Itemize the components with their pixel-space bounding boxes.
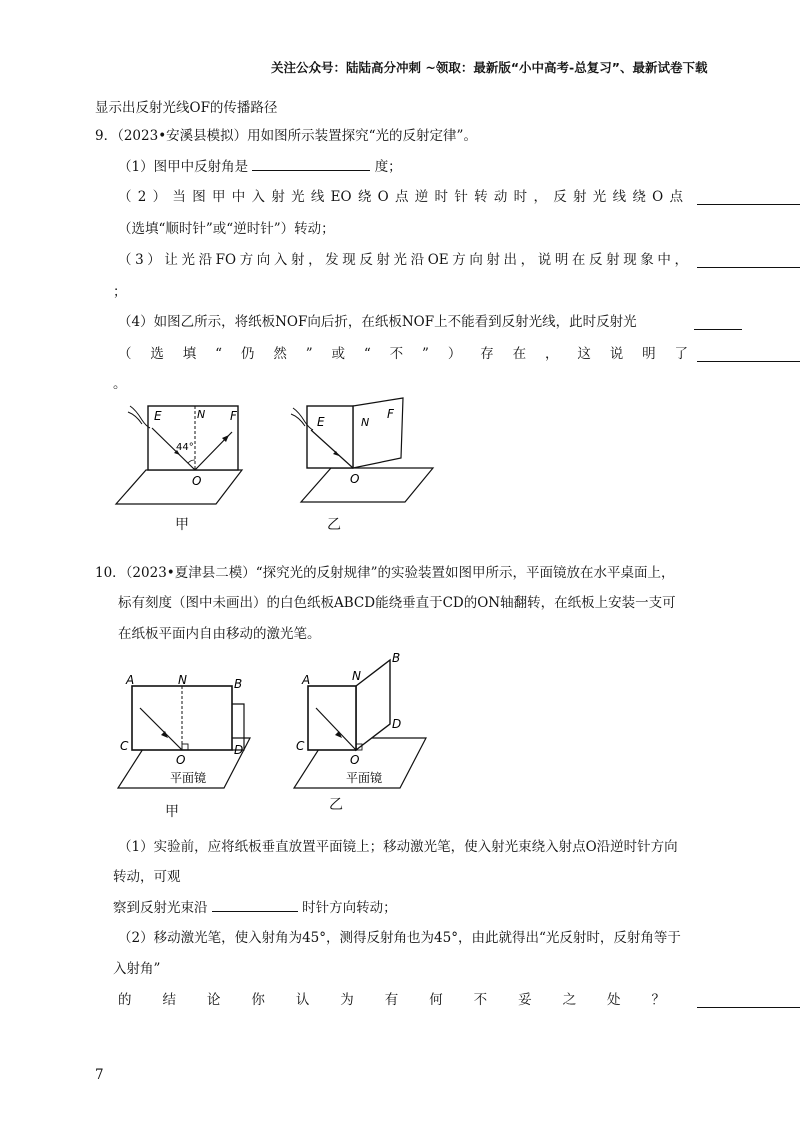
q9-part4: （4）如图乙所示，将纸板NOF向后折，在纸板NOF上不能看到反射光线，此时反射光	[118, 314, 637, 330]
label-o: O	[350, 753, 360, 767]
q9-figure-b-caption: 乙	[327, 517, 341, 533]
q9-answer-blank-4[interactable]	[694, 317, 742, 330]
q9-stem: 9．（2023•安溪县模拟）用如图所示装置探究“光的反射定律”。	[95, 128, 477, 144]
q10-part1: （1）实验前，应将纸板垂直放置平面镜上；移动激光笔，使入射光束绕入射点O沿逆时针方向	[118, 839, 678, 855]
label-b: B	[392, 651, 401, 665]
q9-figure-a	[108, 398, 258, 510]
label-f: F	[387, 407, 394, 421]
q9-figure-a-caption: 甲	[175, 517, 189, 533]
label-mirror: 平面镜	[170, 771, 207, 785]
prev-question-line: 显示出反射光线OF的传播路径	[95, 100, 278, 116]
paper-board	[307, 406, 353, 468]
q10-figure-b-caption: 乙	[329, 797, 343, 813]
label-mirror: 平面镜	[346, 771, 383, 785]
label-n: N	[352, 669, 361, 683]
q10-stem-line1: 10．（2023•夏津县二模）“探究光的反射规律”的实验装置如图甲所示，平面镜放在水平桌面上，	[95, 565, 675, 581]
q9-part4-end: 。	[113, 376, 127, 392]
q9-part2-cont: （选填“顺时针”或“逆时针”）转动；	[118, 221, 335, 237]
label-n: N	[197, 408, 206, 421]
label-b: B	[234, 677, 243, 691]
label-e: E	[154, 409, 162, 423]
q10-part2: （2）移动激光笔，使入射角为45°，测得反射角也为45°，由此就得出“光反射时，反射角等于	[118, 930, 681, 946]
label-d: D	[234, 743, 244, 757]
q10-part1-c	[113, 899, 397, 917]
q10-figure-a-caption: 甲	[165, 804, 179, 820]
folded-board-nbdo	[356, 660, 390, 750]
label-e: E	[317, 415, 325, 429]
q10-part1-b: 转动，可观	[113, 869, 181, 885]
q9-part2: （2）当图甲中入射光线EO绕O点逆时针转动时，反射光线绕O点	[118, 189, 683, 205]
q10-part2-c: 的结论你认为有何不妥之处？	[118, 992, 665, 1008]
folded-board	[353, 398, 403, 468]
q9-part4-cont: （选填“仍然”或“不”）存在，这说明了	[118, 346, 688, 362]
page-header: 关注公众号：陆陆高分冲刺 ~领取：最新版“小中高考-总复习”、最新试卷下载	[271, 60, 708, 75]
label-a: A	[302, 673, 311, 687]
q9-part1-end: 度；	[374, 159, 402, 175]
q9-part3-cont: ；	[113, 284, 127, 300]
label-c: C	[120, 739, 129, 753]
q10-stem-line3: 在纸板平面内自由移动的激光笔。	[118, 626, 321, 642]
q9-answer-blank-2[interactable]	[697, 192, 800, 205]
q9-part1	[118, 158, 402, 176]
hand-icon	[130, 406, 150, 428]
table-surface	[116, 470, 242, 504]
q10-part1-end: 时针方向转动；	[302, 900, 397, 916]
q9-part3: （3）让光沿FO方向入射，发现反射光沿OE方向射出，说明在反射现象中，	[118, 252, 688, 268]
q9-answer-blank-5[interactable]	[697, 349, 800, 362]
label-f: F	[230, 409, 237, 423]
label-angle: 44°	[176, 442, 194, 453]
q10-answer-blank-1[interactable]	[212, 899, 298, 912]
q10-part2-b: 入射角”	[113, 961, 161, 977]
q10-part1-c-text: 察到反射光束沿	[113, 900, 208, 916]
label-o: O	[176, 753, 186, 767]
paper-board-anoc	[308, 686, 356, 750]
label-o: O	[350, 472, 360, 486]
label-c: C	[296, 739, 305, 753]
label-n: N	[178, 673, 187, 687]
q10-answer-blank-2[interactable]	[697, 995, 800, 1008]
q10-stem-line2: 标有刻度（图中未画出）的白色纸板ABCD能绕垂直于CD的ON轴翻转，在纸板上安装一支可	[118, 595, 676, 611]
q9-part1-text: （1）图甲中反射角是	[118, 159, 249, 175]
table-surface	[301, 468, 433, 502]
label-n: N	[361, 416, 370, 429]
label-a: A	[126, 673, 135, 687]
q10-figure-a	[110, 668, 280, 798]
label-d: D	[392, 717, 402, 731]
q9-figure-b	[283, 396, 443, 508]
q9-answer-blank-3[interactable]	[697, 255, 800, 268]
q9-answer-blank-1[interactable]	[252, 158, 370, 171]
q10-figure-b	[286, 648, 456, 798]
hand-finger-icon	[128, 412, 142, 424]
hand-finger-icon	[291, 414, 305, 426]
page-number: 7	[95, 1067, 104, 1083]
label-o: O	[192, 474, 202, 488]
